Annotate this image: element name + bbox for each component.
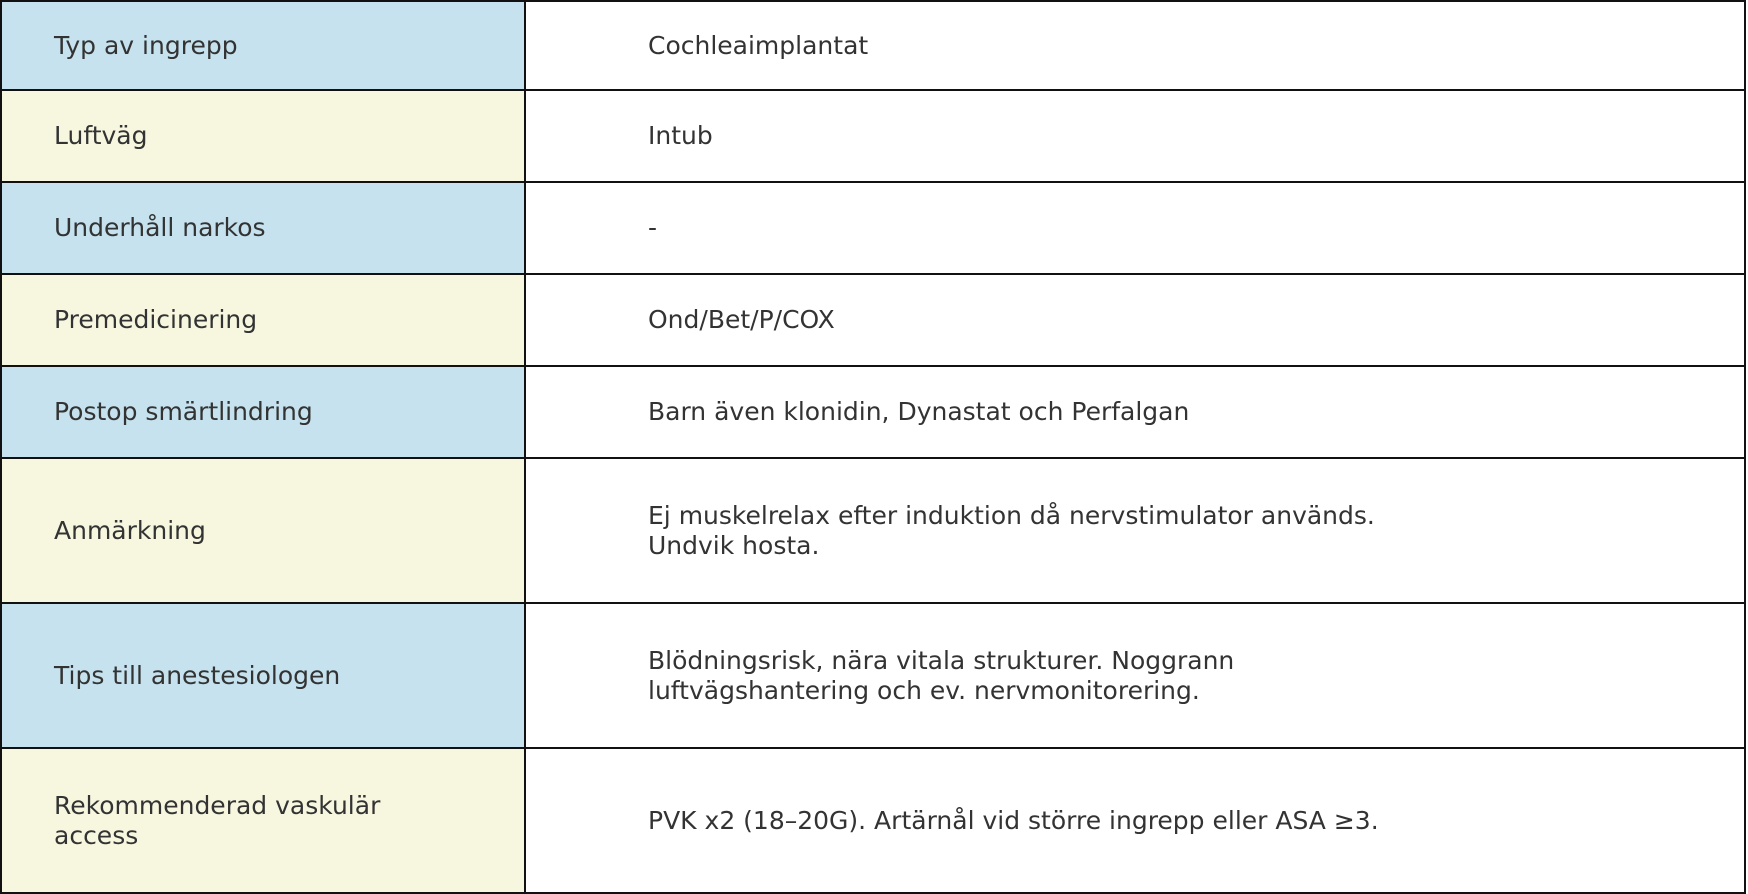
row-value: Intub bbox=[648, 121, 713, 150]
row-value: Ond/Bet/P/COX bbox=[648, 305, 835, 334]
row-value-cell bbox=[524, 602, 1746, 749]
row-label: Premedicinering bbox=[54, 305, 258, 334]
row-label-cell bbox=[0, 457, 526, 604]
row-label: Underhåll narkos bbox=[54, 213, 266, 242]
row-label-cell bbox=[0, 181, 526, 275]
row-value-cell bbox=[524, 181, 1746, 275]
row-value: Barn även klonidin, Dynastat och Perfalgan bbox=[648, 397, 1190, 426]
row-value: PVK x2 (18–20G). Artärnål vid större ingrepp eller ASA ≥3. bbox=[648, 805, 1379, 835]
row-label: Postop smärtlindring bbox=[54, 397, 313, 426]
row-value-cell bbox=[524, 89, 1746, 183]
table-row bbox=[0, 275, 1748, 367]
row-label: Luftväg bbox=[54, 121, 148, 150]
row-value-cell bbox=[524, 0, 1746, 91]
table-row bbox=[0, 183, 1748, 275]
row-value: Blödningsrisk, nära vitala strukturer. Noggrann luftvägshantering och ev. nervmonitorering. bbox=[648, 645, 1235, 705]
row-label: Rekommenderad vaskulär access bbox=[54, 790, 381, 850]
row-label-cell bbox=[0, 0, 526, 91]
table-row bbox=[0, 749, 1748, 894]
row-label: Anmärkning bbox=[54, 515, 206, 545]
row-label-cell bbox=[0, 273, 526, 367]
row-label-cell bbox=[0, 89, 526, 183]
row-value: Ej muskelrelax efter induktion då nervstimulator används. Undvik hosta. bbox=[648, 500, 1375, 560]
row-value: - bbox=[648, 213, 658, 242]
row-value-cell bbox=[524, 365, 1746, 459]
row-value-cell bbox=[524, 273, 1746, 367]
row-value-cell bbox=[524, 457, 1746, 604]
row-label-cell bbox=[0, 365, 526, 459]
row-value: Cochleaimplantat bbox=[648, 30, 869, 60]
table-row bbox=[0, 459, 1748, 604]
row-label-cell bbox=[0, 747, 526, 894]
table-row bbox=[0, 0, 1748, 91]
row-value-cell bbox=[524, 747, 1746, 894]
table-row bbox=[0, 367, 1748, 459]
table-row bbox=[0, 604, 1748, 749]
row-label: Tips till anestesiologen bbox=[54, 660, 341, 690]
table-row bbox=[0, 91, 1748, 183]
row-label-cell bbox=[0, 602, 526, 749]
row-label: Typ av ingrepp bbox=[54, 30, 238, 60]
